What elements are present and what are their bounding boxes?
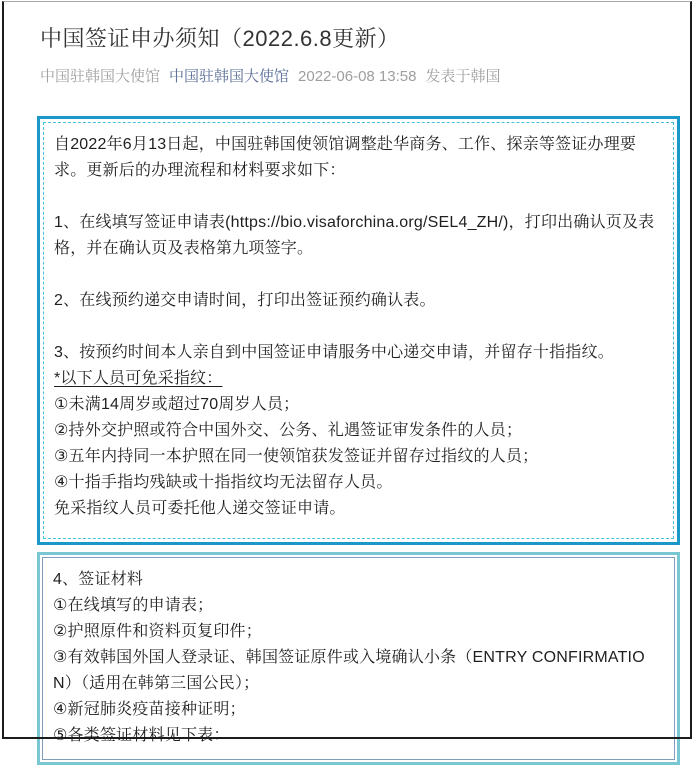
materials-box (37, 552, 680, 765)
article-content (0, 116, 693, 765)
materials-box-inner (42, 557, 675, 760)
text-line: ⑤各类签证材料见下表： (53, 727, 230, 744)
text-line: ②持外交护照或符合中国外交、公务、礼遇签证审发条件的人员； (54, 422, 523, 439)
text-line: ④十指手指均残缺或十指指纹均无法留存人员。 (54, 474, 393, 491)
text-line: ③五年内持同一本护照在同一使领馆获发签证并留存过指纹的人员； (54, 448, 539, 465)
text-line: 3、按预约时间本人亲自到中国签证申请服务中心递交申请，并留存十指指纹。 (54, 344, 614, 361)
text-line: ②护照原件和资料页复印件； (53, 623, 262, 640)
text-line: ①在线填写的申请表； (53, 597, 214, 614)
text-line: *以下人员可免采指纹： (54, 370, 223, 387)
text-line: ③有效韩国外国人登录证、韩国签证原件或入境确认小条（ENTRY CONFIRMATION）（适用在韩第三国公民）； (53, 649, 645, 692)
notice-box-inner (43, 122, 674, 539)
notice-box (37, 116, 680, 545)
text-line: 4、签证材料 (53, 571, 144, 588)
text-line: 自2022年6月13日起，中国驻韩国使领馆调整赴华商务、工作、探亲等签证办理要求。更新后的办理流程和材料要求如下： (54, 136, 637, 179)
page-title: 中国签证申办须知（2022.6.8更新） (40, 26, 400, 51)
text-line: ④新冠肺炎疫苗接种证明； (53, 701, 246, 718)
publish-location: 发表于韩国 (425, 68, 501, 85)
author-name: 中国驻韩国大使馆 (40, 68, 161, 85)
text-line: ①未满14周岁或超过70周岁人员； (54, 396, 300, 413)
account-link[interactable]: 中国驻韩国大使馆 (169, 68, 290, 85)
publish-timestamp: 2022-06-08 13:58 (298, 68, 417, 85)
byline (40, 67, 653, 87)
text-line: 2、在线预约递交申请时间，打印出签证预约确认表。 (54, 292, 436, 309)
text-line: 免采指纹人员可委托他人递交签证申请。 (54, 500, 346, 517)
article-header (0, 0, 693, 87)
text-line: 1、在线填写签证申请表(https://bio.visaforchina.org/SEL4_ZH/)，打印出确认页及表格，并在确认页及表格第九项签字。 (54, 214, 655, 257)
